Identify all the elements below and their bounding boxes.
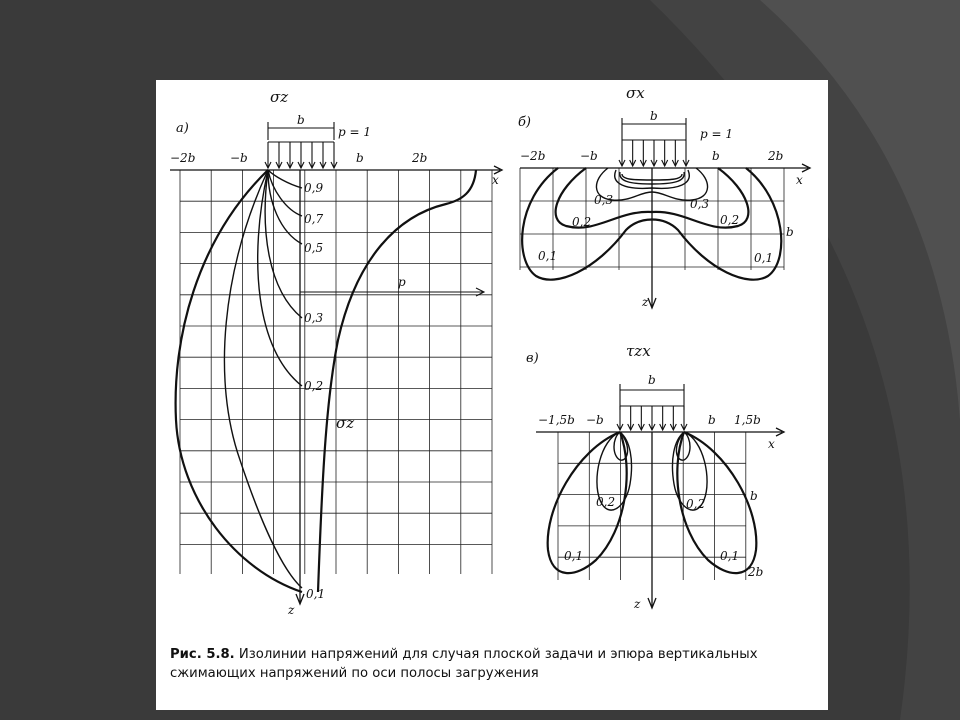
panel-b-label: б): [518, 115, 532, 130]
panel-c-side-label-b: b: [750, 489, 758, 503]
panel-c-load-width: b: [648, 373, 656, 387]
panel-c-symbol: τzx: [626, 342, 651, 360]
panel-b-isoline-label-0-2-right: 0,2: [720, 213, 740, 227]
panel-c-load-arrows: [617, 384, 687, 430]
panel-b-tick-minus-b: −b: [580, 149, 598, 163]
panel-a-epure-symbol: σz: [336, 414, 355, 432]
panel-b-load-width: b: [650, 109, 658, 123]
panel-a-isoline-label-0-1: 0,1: [306, 587, 326, 601]
caption-text: Изолинии напряжений для случая плоской задачи и эпюра вертикальных сжимающих напряжений по оси полосы загружения: [170, 647, 758, 681]
panel-a-load-arrows: [265, 122, 337, 168]
panel-a-isoline-label-0-5: 0,5: [304, 241, 324, 255]
figure-caption: [170, 645, 820, 683]
panel-b-x-axis-label: x: [796, 173, 803, 187]
caption-number: Рис. 5.8.: [170, 647, 235, 662]
scanned-page: [156, 80, 828, 710]
panel-a-z-axis-label: z: [288, 603, 295, 617]
panel-b-isoline-label-0-2-left: 0,2: [572, 215, 592, 229]
panel-a-tick-b: b: [356, 151, 364, 165]
panel-a-isolines: [176, 170, 302, 592]
panel-b-side-label: b: [786, 225, 794, 239]
panel-c-z-axis-label: z: [634, 597, 641, 611]
panel-b-isoline-label-0-3-right: 0,3: [690, 197, 710, 211]
panel-c-x-axis-label: x: [768, 437, 775, 451]
panel-b-tick-minus-2b: −2b: [520, 149, 546, 163]
panel-a-x-axis-label: x: [492, 173, 499, 187]
panel-a-load-width: b: [297, 113, 305, 127]
panel-c-label: в): [526, 351, 539, 366]
panel-c-isoline-label-0-2-left: 0,2: [596, 495, 616, 509]
panel-c-tick-b: b: [708, 413, 716, 427]
panel-a-load-value: p = 1: [338, 125, 371, 139]
panel-c-tick-1-5b: 1,5b: [734, 413, 761, 427]
panel-a-epure-p-label: p: [398, 275, 406, 289]
panel-a-grid: [180, 170, 492, 574]
panel-c-tick-minus-b: −b: [586, 413, 604, 427]
panel-b-isoline-label-0-1-right: 0,1: [754, 251, 774, 265]
panel-b-z-axis-label: z: [642, 295, 649, 309]
panel-a-isoline-label-0-3: 0,3: [304, 311, 324, 325]
panel-a: [170, 88, 502, 617]
panel-b-tick-b: b: [712, 149, 720, 163]
panel-a-isoline-label-0-7: 0,7: [304, 212, 324, 226]
stress-isolines-figure: [156, 80, 828, 710]
panel-a-tick-minus-b: −b: [230, 151, 248, 165]
panel-a-outer-isoline: [176, 170, 302, 592]
panel-c-isoline-label-0-2-right: 0,2: [686, 497, 706, 511]
panel-a-isoline-label-0-2: 0,2: [304, 379, 324, 393]
panel-a-sigma-z-epure: [318, 170, 476, 592]
panel-c-isoline-label-0-1-right: 0,1: [720, 549, 740, 563]
panel-a-label: а): [176, 121, 189, 136]
panel-b-isoline-label-0-3-left: 0,3: [594, 193, 614, 207]
panel-a-symbol: σz: [270, 88, 289, 106]
panel-a-isoline-label-0-9: 0,9: [304, 181, 324, 195]
panel-c: [526, 342, 784, 611]
panel-b-symbol: σx: [626, 84, 645, 102]
panel-b: [518, 84, 810, 309]
panel-c-side-label-2b: 2b: [748, 565, 764, 579]
panel-c-isoline-label-0-1-left: 0,1: [564, 549, 584, 563]
panel-b-tick-2b: 2b: [768, 149, 784, 163]
panel-c-tick-minus-1-5b: −1,5b: [538, 413, 575, 427]
panel-b-load-arrows: [619, 118, 689, 166]
panel-b-load-value: p = 1: [700, 127, 733, 141]
panel-a-tick-minus-2b: −2b: [170, 151, 196, 165]
panel-b-isoline-label-0-1-left: 0,1: [538, 249, 558, 263]
panel-a-tick-2b: 2b: [412, 151, 428, 165]
